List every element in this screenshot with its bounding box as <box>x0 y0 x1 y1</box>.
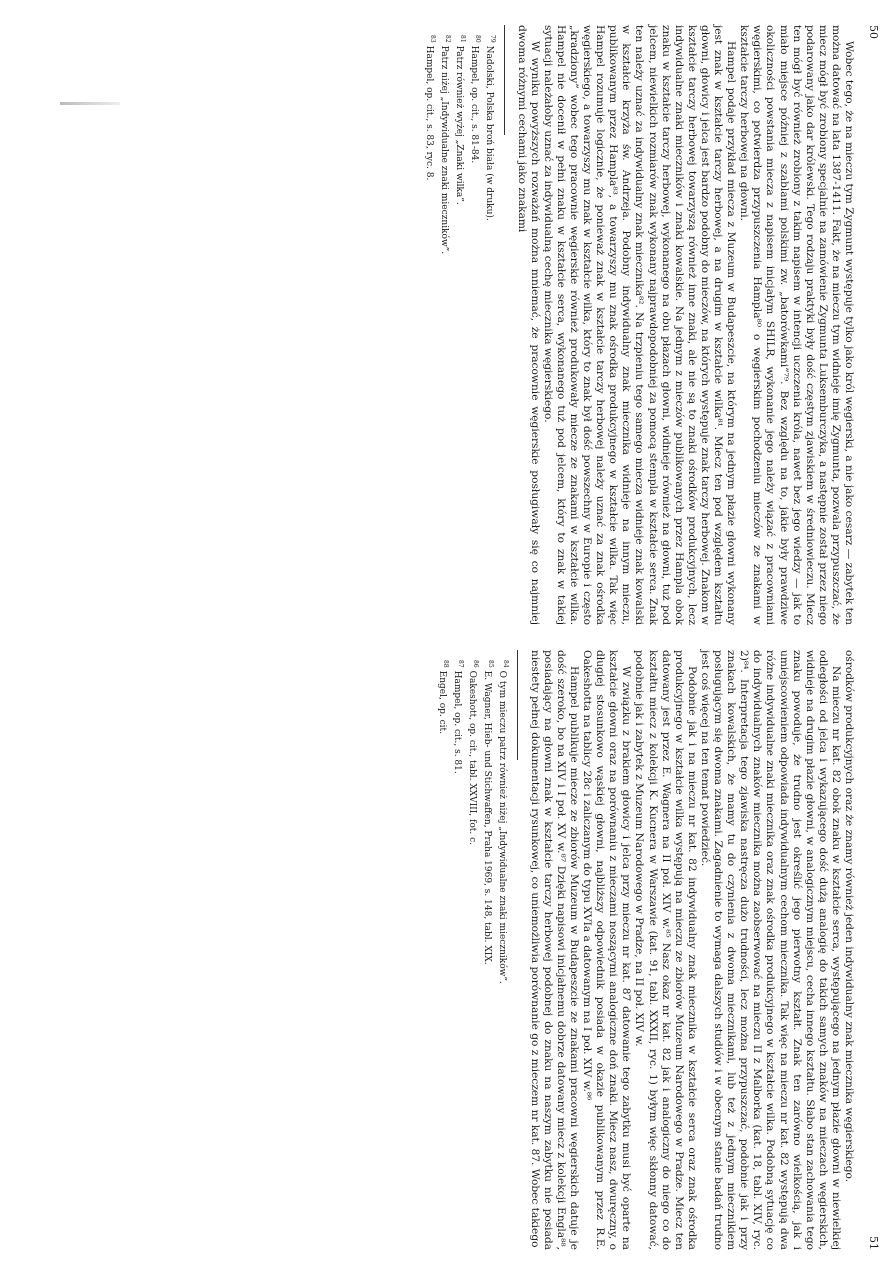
page-body <box>528 650 855 1250</box>
footnote: $^{81}$Patrz również wyżej „Znaki wilka”. <box>453 35 466 205</box>
footnote: $^{85}$E. Wagner, Hieb- und Stichwaffen, Praha 1969, s. 148, tabl. XIX. <box>481 660 494 965</box>
paragraph: W związku z brakiem głowicy i jelca przy mieczu nr kat. 87 datowanie tego zabytku musi być oparte na kształcie głowni oraz na porównaniu z mieczami noszącymi analogiczne doń znaki. Miecz nasz, dwuręczny, o długiej stosunkowo wąskiej głowni, najbliższy odpowiednik posiada w okazie publikowanym przez R.E. Oakeshotta na tablicy 28c i zaliczanym do typu XVIa a datowanym na I poł. XIV w.⁸⁶ <box>581 650 633 1250</box>
left-page <box>80 25 880 625</box>
paragraph: Hampel publikuje miecze ze zbiorów Muzeum w Budapeszcie ze znakami pracowni węgierskich datuje je dość szeroko, bo na XIV i I poł. XV w.⁸⁷ Dzięki napisowi inicjałnemu dobrze datowany miecz z kolekcji Engla⁸⁸, posiadający na głowni znak w kształcie tarczy herbowej podobnej do znaku na naszym zabytku nie posiada niestety pełnej dokumentacji rysunkowej, co uniemożliwia porównanie go z mieczem nr kat. 87. Wobec takiego <box>528 650 581 1250</box>
paragraph: Podobnie jak i na mieczu nr kat. 82 indywidualny znak miecznika w kształcie serca oraz znak ośrodka produkcyjnego w kształcie wilka występują na mieczu ze zbiorów Muzeum Narodowego w Pradze. Miecz ten datowany jest przez E. Wagnera na II poł. XIV w.⁸⁵ Nasz okaz nr kat. 82 jak i analogiczny do niego co do kształtu miecz z kolekcji K. Kucnera w Warszawie (kat. 91, tabl. XXXII, ryc. 1) byłym więc skłonny datować, podobnie jak i zabytek z Muzeum Narodowego w Pradze, na II poł. XIV w. <box>633 650 698 1250</box>
paragraph: ośrodków produkcyjnych oraz że znamy również jeden indywidualny znak miecznika węgierskiego. <box>843 650 855 1183</box>
footnote: $^{86}$Oakeshott, op. cit., tabl. XXVIII, fot. c. <box>466 660 479 846</box>
footnote: $^{83}$Hampel, op. cit., s. 83, ryc. 8. <box>423 35 436 181</box>
right-page <box>80 650 880 1250</box>
footnote: $^{80}$Hampel, op. cit., s. 81-84. <box>468 35 481 164</box>
page-body <box>515 25 855 625</box>
paragraph: W wyniku powyższych rozważań można mniemać, że pracownie węgierskie posługiwały się co najmniej dwoma różnymi cechami jako znakami <box>515 25 541 625</box>
footnote: $^{88}$Engel, op. cit. <box>436 660 449 734</box>
paragraph: Na mieczu nr kat. 82 obok znaku w kształcie serca, występującego na jednym płazie głowni w niewielkiej odległości od jelca i wykazującego dość dużą analogię do takich samych znaków na mieczach węgierskich, widnieje na drugim płazie głowni, w analogicznym miejscu, cecha innego kształtu. Słabo stan zachowania tego znaku powoduje, że trudno jest określić jego pierwotny kształt. Znak ten zarówno wielkością, jak i umiejscowieniem odpowiada indywidualnym cechom miecznika. Tak więc na mieczu nr kat. 82 występują dwa różne indywidualne znaki miecznika oraz znak ośrodka produkcyjnego w kształcie wilka. Podobną sytuację co do indywidualnych znaków miecznika można zaobserwować na mieczu II z Malborka (kat. 18, tabl. XIV, ryc. 2)⁸⁴. Interpretacja tego zjawiska nastręcza dużo trudności, lecz można przypuszczać, podobnie jak i przy znakach kowalskich, że mamy tu do czynienia z dwoma miecznikami, lub też z jednym miecznikiem posługującym się dwoma znakami. Zagadnienie to wymaga dalszych studiów i w obecnym stanie badań trudno jest coś więcej na ten temat powiedzieć. <box>698 650 842 1250</box>
footnote: $^{79}$Nadolski, Polska broń biała (w druku). <box>483 35 496 221</box>
footnote-divider <box>517 650 518 760</box>
footnotes <box>436 650 511 1250</box>
footnote-divider <box>504 25 505 135</box>
paragraph: Hampel podaje przykład miecza z Muzeum w Budapeszcie, na którym na jednym płazie głowni wykonany jest znak w kształcie tarczy herbowej, a na drugim w kształcie wilka⁸¹. Miecz ten pod względem kształtu głowni, głowicy i jelca jest bardzo podobny do mieczów, na których występuje znak tarczy herbowej. Znakom w kształcie tarczy herbowej towarzyszą również inne znaki, ale nie są to znaki ośrodków produkcyjnych, lecz indywidualne znaki mieczników i znaki kowalskie. Na jednym z mieczów publikowanych przez Hampla obok znaku w kształcie tarczy herbowej, wykonanego na obu płazach głowni, widnieje również na głowni, tuż pod jelcem, niewielkich rozmiarów znak wykonany najprawdopodobniej za pomocą stempla w kształcie serca. Znak ten należy uznać za indywidualny znak miecznika⁸². Na trzpieniu tego samego miecza widnieje znak kowalski w kształcie krzyża św. Andrzeja. Podobny indywidualny znak miecznika widnieje na innym mieczu, publikowanym przez Hampla⁸³, a towarzyszy mu znak ośrodka produkcyjnego w kształcie wilka. Tak więc Hampel rozumuje logicznie, że ponieważ znak w kształcie tarczy herbowej należy uznać za znak ośrodka węgierskiego, a towarzyszy mu znak w kształcie wilka, który to znak był dość powszechny w Europie i często „kradziony” wobec tego pracownie węgierskie również produkowały miecze ze znakami w kształcie wilka. Hampel nie docenił w pełni znaku w kształcie serca, wykonanego tuż pod jelcem, który to znak w takiej sytuacji należałoby uznać za indywidualną cechę miecznika węgierskiego. <box>541 25 738 625</box>
footnote: $^{84}$O tym mieczu patrz również niżej „Indywidualne znaki mieczników”. <box>496 660 509 984</box>
footnote: $^{87}$Hampel, op. cit., s. 81. <box>451 660 464 774</box>
paragraph: Wobec tego, że na mieczu tym Zygmunt występuje tylko jako król węgierski, a nie jako cesarz — zabytek ten można datować na lata 1387-1411. Fakt, że na mieczu tym widnieje imię Zygmunta, pozwala przypuszczać, że miecz mógł być zrobiony specjalnie na zamówienie Zygmunta Luksemburczyka, a następnie został przez niego podarowany jako dar królewski. Tego rodzaju praktyki były dość częstym zjawiskiem w średniowieczu. Miecz ten mógł być również zrobiony z takim napisem w intencji uczczenia króla, nawet bez jego wiedzy — jak to miało miejsce później z szablami polskimi zw. „batorówkami”⁷⁹. Bez względu na to, jakie były prawdziwe okoliczności powstania miecza z napisem inicjałym SHILR, wykonanie jego należy wiązać z pracowniami węgierskimi, co potwierdza przypuszczenia Hampla⁸⁰ o węgierskim pochodzeniu mieczów ze znakami w kształcie tarczy herbowej na głowni. <box>738 25 855 625</box>
footnotes <box>423 25 498 625</box>
page-number: 51 <box>867 1236 880 1250</box>
footnote: $^{82}$Patrz niżej „Indywidualne znaki mieczników”. <box>438 35 451 255</box>
page-number: 50 <box>867 25 880 39</box>
